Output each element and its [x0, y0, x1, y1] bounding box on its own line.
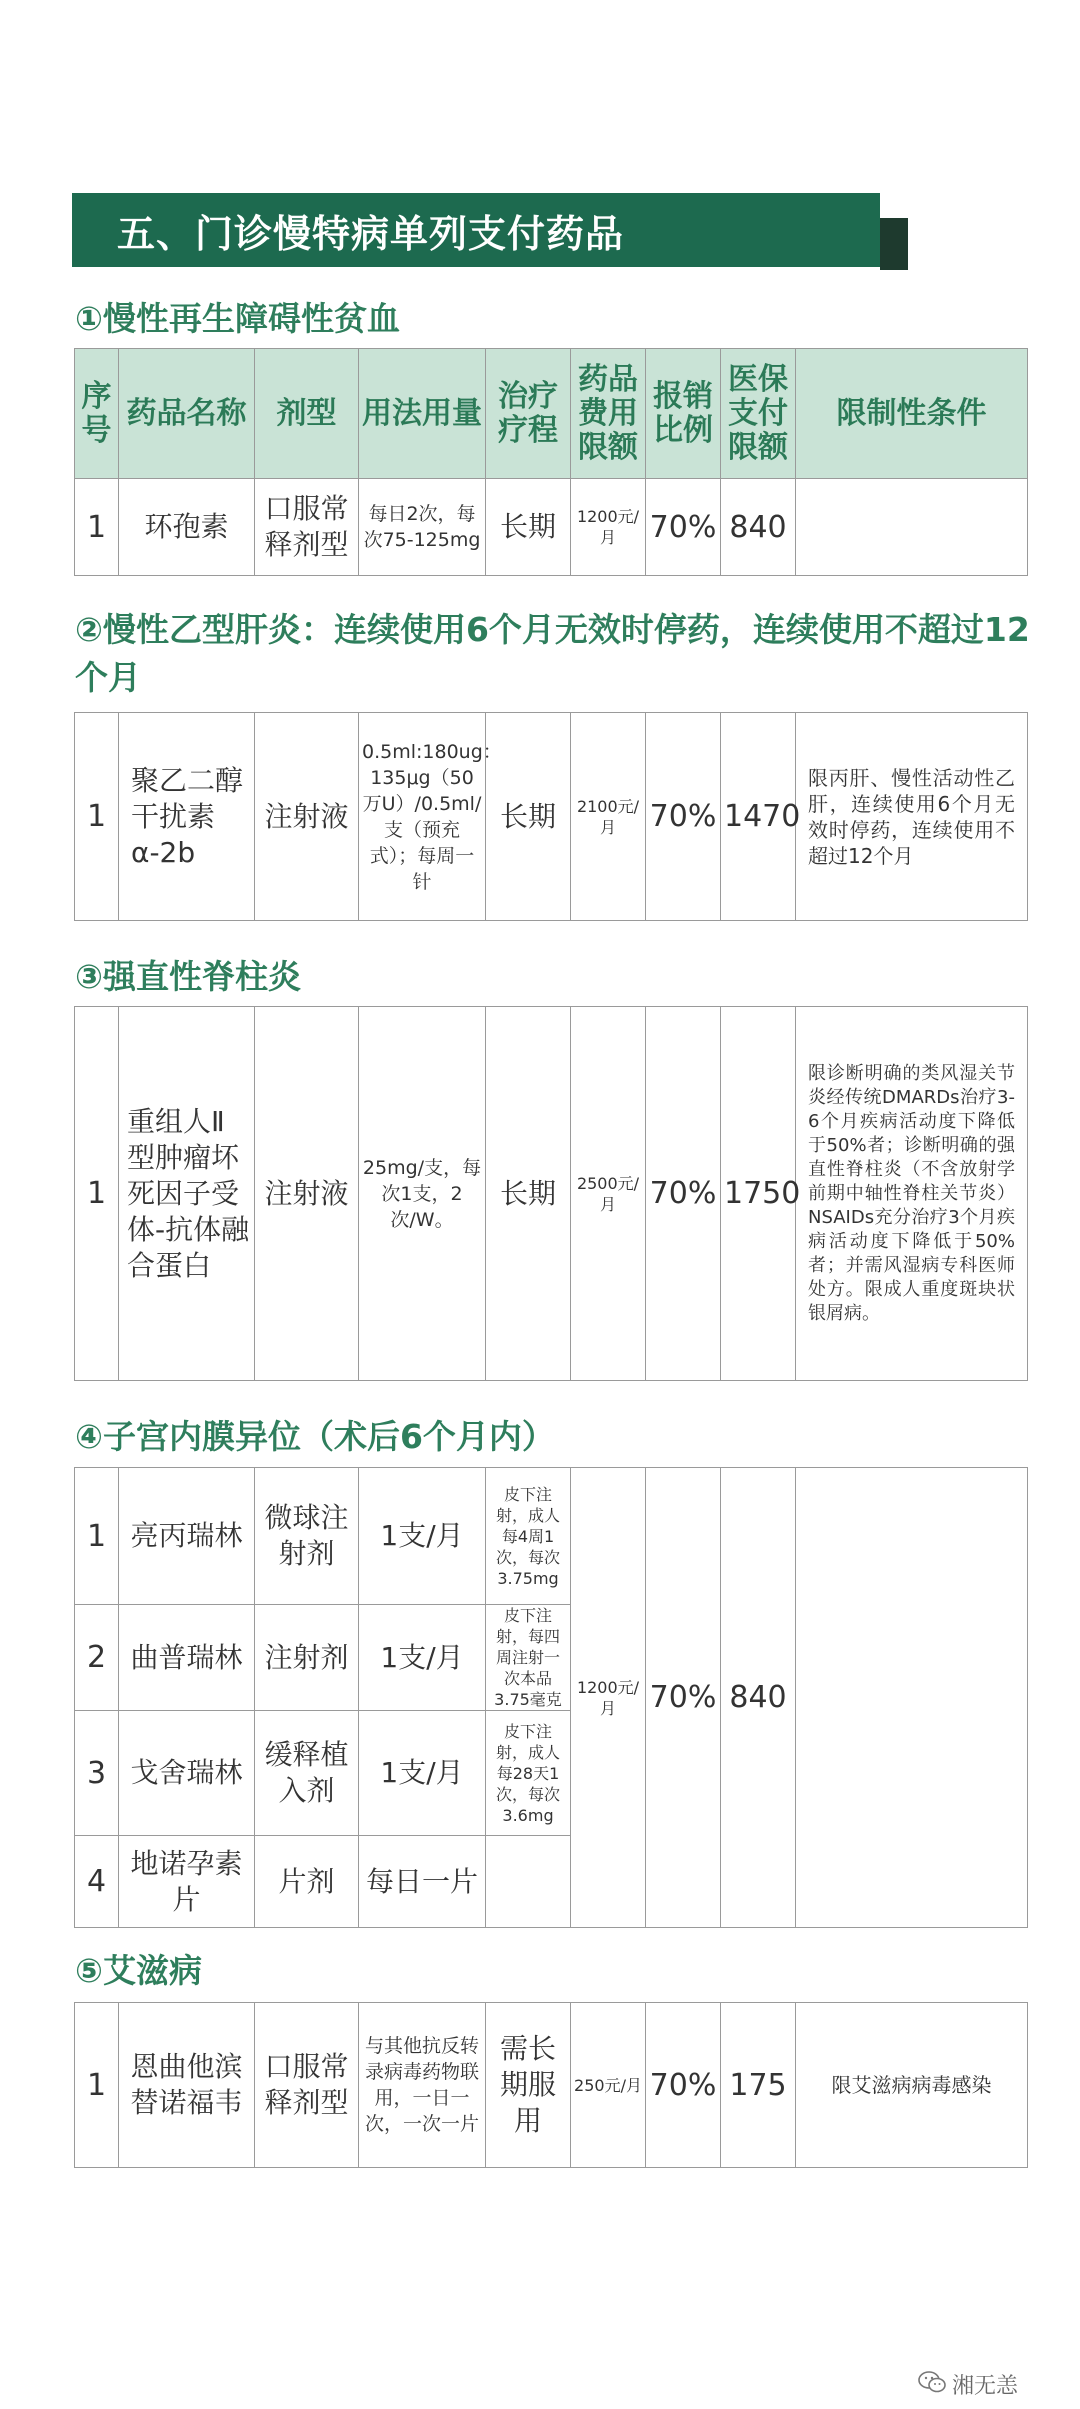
- cell-limit: 2500元/月: [571, 1007, 646, 1381]
- cell-usage: 皮下注射，每四周注射一次本品3.75毫克: [486, 1605, 571, 1711]
- cell-usage: 25mg/支，每次1支，2次/W。: [359, 1007, 486, 1381]
- cell-name: 聚乙二醇干扰素α-2b: [119, 713, 255, 921]
- header-cond: 限制性条件: [796, 349, 1028, 479]
- drug-table: [74, 348, 1028, 576]
- cell-form: 口服常释剂型: [255, 2003, 359, 2168]
- cell-usage: 每日2次，每次75-125mg: [359, 479, 486, 576]
- cell-course: 长期: [486, 479, 571, 576]
- header-limit: 药品费用限额: [571, 349, 646, 479]
- section-title: ②慢性乙型肝炎：连续使用6个月无效时停药，连续使用不超过12个月: [75, 610, 1030, 697]
- header-pay: 医保支付限额: [721, 349, 796, 479]
- drug-table: [74, 1467, 1028, 1928]
- header-course: 治疗疗程: [486, 349, 571, 479]
- cell-cond: 限诊断明确的类风湿关节炎经传统DMARDs治疗3-6个月疾病活动度下降低于50%者；诊断明确的强直性脊柱炎（不含放射学前期中轴性脊柱关节炎）NSAIDs充分治疗3个月疾病活动度下降低于50%者；并需风湿病专科医师处方。限成人重度斑块状银屑病。: [796, 1007, 1028, 1381]
- cell-form: 口服常释剂型: [255, 479, 359, 576]
- section-title: ⑤艾滋病: [75, 1951, 202, 1990]
- cell-dose: 1支/月: [359, 1711, 486, 1836]
- cell-no: 4: [75, 1836, 119, 1928]
- table-row: [75, 479, 1028, 576]
- cell-ratio: 70%: [646, 713, 721, 921]
- table-row: [75, 1468, 1028, 1605]
- cell-dose: 1支/月: [359, 1468, 486, 1605]
- section-banner: [72, 193, 880, 267]
- cell-name: 恩曲他滨替诺福韦: [119, 2003, 255, 2168]
- cell-cond: [796, 1468, 1028, 1928]
- cell-form: 片剂: [255, 1836, 359, 1928]
- table-header: [75, 349, 1028, 479]
- cell-form: 缓释植入剂: [255, 1711, 359, 1836]
- cell-pay: 175: [721, 2003, 796, 2168]
- cell-no: 1: [75, 479, 119, 576]
- header-no: 序号: [75, 349, 119, 479]
- header-name: 药品名称: [119, 349, 255, 479]
- header-usage: 用法用量: [359, 349, 486, 479]
- cell-cond: 限艾滋病病毒感染: [796, 2003, 1028, 2168]
- wechat-icon: [918, 2371, 946, 2399]
- section-title: ①慢性再生障碍性贫血: [75, 299, 400, 338]
- cell-form: 注射液: [255, 713, 359, 921]
- cell-pay: 840: [721, 1468, 796, 1928]
- cell-usage: 皮下注射，成人每4周1次，每次3.75mg: [486, 1468, 571, 1605]
- cell-name: 亮丙瑞林: [119, 1468, 255, 1605]
- cell-pay: 840: [721, 479, 796, 576]
- cell-name: 戈舍瑞林: [119, 1711, 255, 1836]
- cell-no: 1: [75, 1007, 119, 1381]
- cell-usage: 与其他抗反转录病毒药物联用，一日一次，一次一片: [359, 2003, 486, 2168]
- cell-usage: [486, 1836, 571, 1928]
- table-row: [75, 1007, 1028, 1381]
- cell-limit: 250元/月: [571, 2003, 646, 2168]
- cell-course: 长期: [486, 713, 571, 921]
- table-row: [75, 713, 1028, 921]
- cell-name: 重组人Ⅱ型肿瘤坏死因子受体-抗体融合蛋白: [119, 1007, 255, 1381]
- cell-ratio: 70%: [646, 479, 721, 576]
- cell-dose: 每日一片: [359, 1836, 486, 1928]
- cell-limit: 1200元/月: [571, 1468, 646, 1928]
- cell-pay: 1750: [721, 1007, 796, 1381]
- cell-no: 1: [75, 2003, 119, 2168]
- cell-ratio: 70%: [646, 2003, 721, 2168]
- watermark: [918, 2369, 1018, 2400]
- header-form: 剂型: [255, 349, 359, 479]
- cell-usage: 皮下注射，成人每28天1次，每次3.6mg: [486, 1711, 571, 1836]
- cell-no: 1: [75, 1468, 119, 1605]
- table-row: [75, 2003, 1028, 2168]
- cell-dose: 1支/月: [359, 1605, 486, 1711]
- cell-course: 需长期服用: [486, 2003, 571, 2168]
- cell-ratio: 70%: [646, 1007, 721, 1381]
- section-title: ③强直性脊柱炎: [75, 957, 301, 996]
- cell-pay: 1470: [721, 713, 796, 921]
- cell-cond: [796, 479, 1028, 576]
- banner-title: 五、门诊慢特病单列支付药品: [117, 211, 625, 256]
- cell-form: 微球注射剂: [255, 1468, 359, 1605]
- cell-form: 注射液: [255, 1007, 359, 1381]
- cell-name: 地诺孕素片: [119, 1836, 255, 1928]
- cell-cond: 限丙肝、慢性活动性乙肝，连续使用6个月无效时停药，连续使用不超过12个月: [796, 713, 1028, 921]
- cell-no: 1: [75, 713, 119, 921]
- cell-name: 曲普瑞林: [119, 1605, 255, 1711]
- drug-table: [74, 712, 1028, 921]
- cell-no: 3: [75, 1711, 119, 1836]
- drug-table: [74, 1006, 1028, 1381]
- banner-shadow: [880, 218, 908, 270]
- cell-ratio: 70%: [646, 1468, 721, 1928]
- cell-form: 注射剂: [255, 1605, 359, 1711]
- cell-course: 长期: [486, 1007, 571, 1381]
- cell-limit: 2100元/月: [571, 713, 646, 921]
- cell-usage: 0.5ml:180ug：135μg（50万U）/0.5ml/支（预充式）；每周一针: [359, 713, 486, 921]
- header-ratio: 报销比例: [646, 349, 721, 479]
- drug-table: [74, 2002, 1028, 2168]
- cell-limit: 1200元/月: [571, 479, 646, 576]
- cell-no: 2: [75, 1605, 119, 1711]
- cell-name: 环孢素: [119, 479, 255, 576]
- watermark-text: 湘无恙: [952, 2374, 1019, 2399]
- section-title: ④子宫内膜异位（术后6个月内）: [75, 1417, 555, 1456]
